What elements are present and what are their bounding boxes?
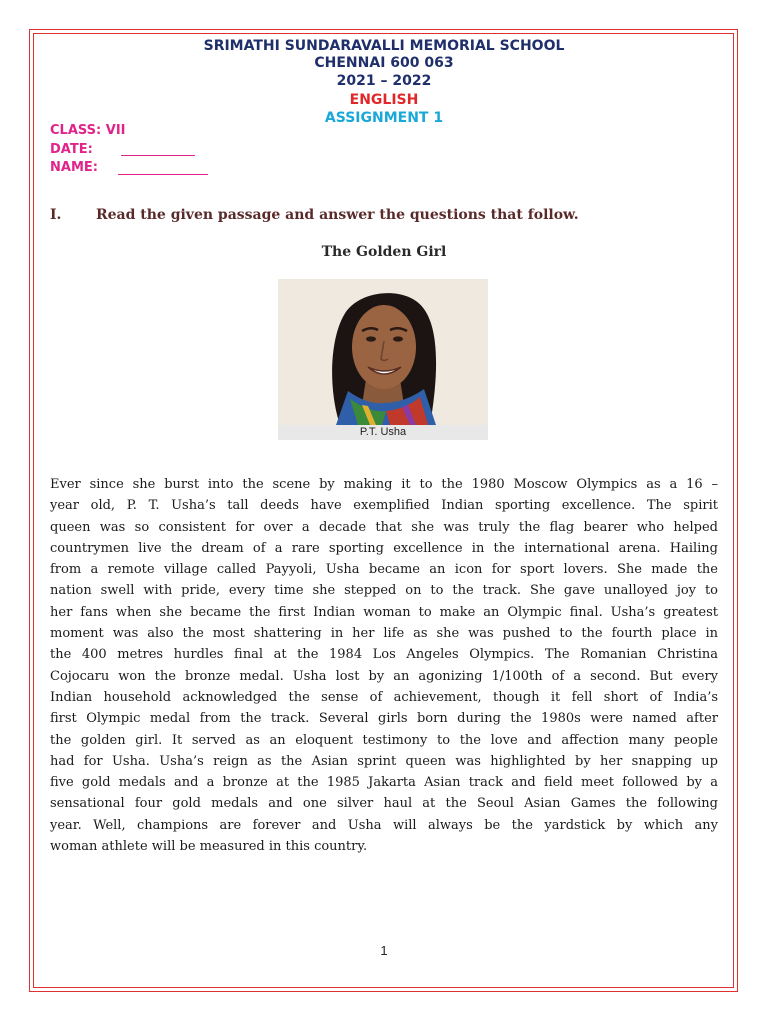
passage-line: nation swell with pride, every time she stepped on to the track. She gave unalloyed joy to — [50, 583, 718, 599]
portrait-image — [278, 279, 488, 425]
date-blank-line — [121, 155, 195, 156]
school-name: SRIMATHI SUNDARAVALLI MEMORIAL SCHOOL — [203, 38, 565, 54]
passage-line: sensational four gold medals and one silver haul at the Seoul Asian Games the following — [50, 796, 718, 812]
athlete-photo — [278, 279, 488, 440]
academic-year: 2021 – 2022 — [336, 73, 432, 89]
subject-title: ENGLISH — [349, 92, 419, 108]
passage-title: The Golden Girl — [321, 244, 447, 260]
question-number: I. — [50, 207, 62, 223]
school-city: CHENNAI 600 063 — [314, 55, 454, 71]
passage-line: Indian household acknowledged the sense of achievement, though it fell short of India’s — [50, 689, 718, 705]
passage-line: Cojocaru won the bronze medal. Usha lost by an agonizing 1/100th of a second. But every — [50, 668, 718, 684]
passage-line: queen was so consistent for over a decade that she was truly the flag bearer who helped — [50, 519, 718, 535]
passage-line: first Olympic medal from the track. Several girls born during the 1980s were named after — [50, 711, 718, 727]
photo-caption: P.T. Usha — [278, 425, 488, 440]
page-number: 1 — [380, 943, 388, 958]
name-label: NAME: — [50, 160, 98, 175]
passage-line: woman athlete will be measured in this country. — [50, 839, 368, 855]
assignment-title: ASSIGNMENT 1 — [324, 110, 444, 126]
passage-line: had for Usha. Usha’s reign as the Asian sprint queen was highlighted by her snapping up — [50, 753, 718, 769]
passage-line: year. Well, champions are forever and Usha will always be the yardstick by which any — [50, 817, 718, 833]
name-blank-line — [118, 174, 208, 175]
date-label: DATE: — [50, 142, 93, 157]
passage-body — [50, 474, 718, 857]
passage-line: from a remote village called Payyoli, Usha became an icon for sport lovers. She made the — [50, 562, 718, 578]
passage-line: moment was also the most shattering in her life as she was pushed to the fourth place in — [50, 626, 718, 642]
passage-line: countrymen live the dream of a rare sporting excellence in the international arena. Hailing — [50, 540, 718, 556]
passage-line: Ever since she burst into the scene by making it to the 1980 Moscow Olympics as a 16 – — [50, 477, 718, 492]
question-instruction: Read the given passage and answer the questions that follow. — [96, 207, 579, 223]
passage-line: the 400 metres hurdles final at the 1984 Los Angeles Olympics. The Romanian Christina — [50, 647, 718, 663]
passage-line: the golden girl. It served as an eloquent testimony to the love and affection many people — [50, 732, 718, 748]
class-label: CLASS: VII — [50, 123, 126, 138]
passage-line: five gold medals and a bronze at the 1985 Jakarta Asian track and field meet followed by a — [50, 775, 718, 791]
passage-line: her fans when she became the first Indian woman to make an Olympic final. Usha’s greatest — [50, 604, 718, 620]
passage-line: year old, P. T. Usha’s tall deeds have exemplified Indian sporting excellence. The spirit — [50, 498, 718, 514]
